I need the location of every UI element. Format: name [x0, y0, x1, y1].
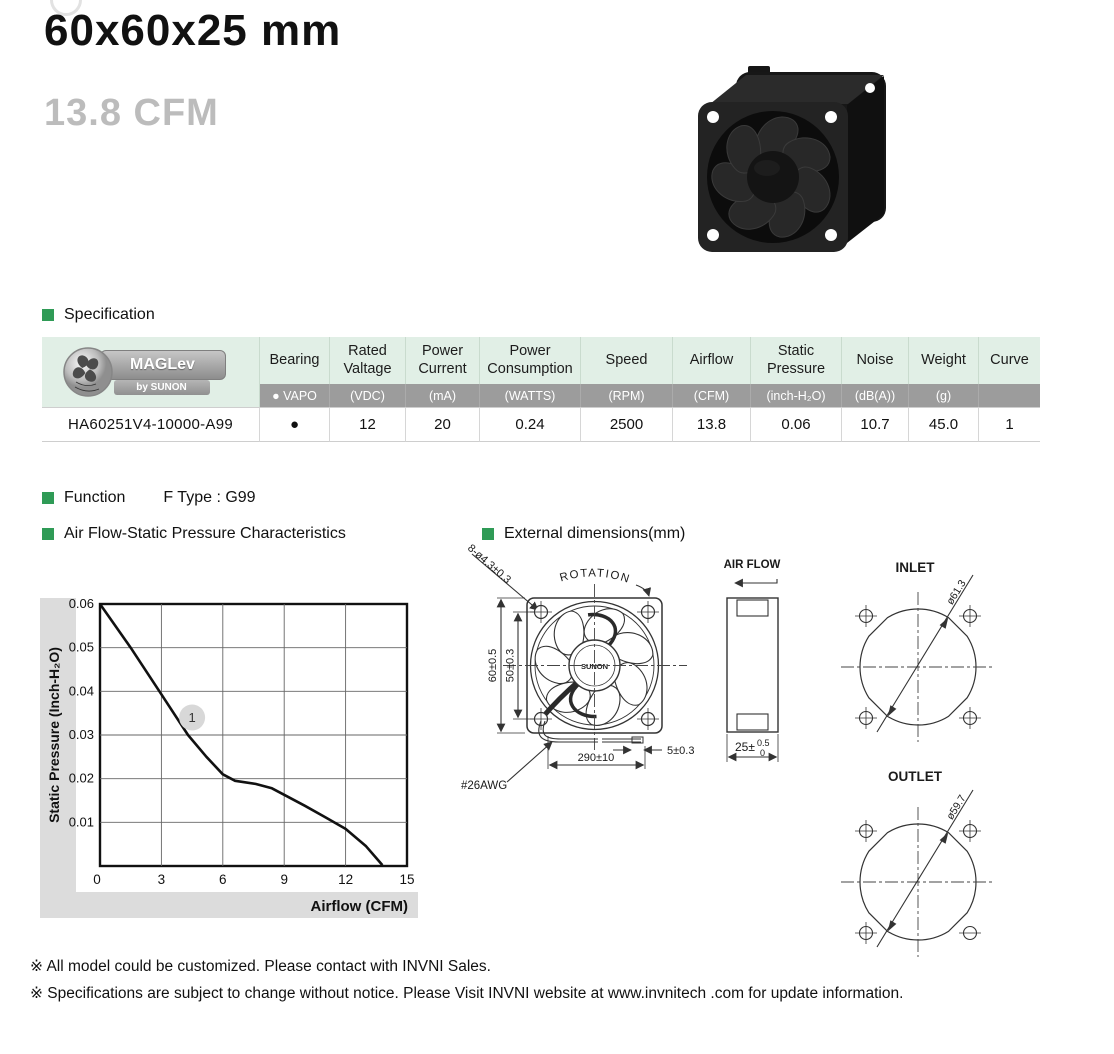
green-bullet-icon [42, 492, 54, 504]
maglev-brand: MAGLev [100, 350, 226, 380]
col-header-rated-voltage: Rated Valtage [330, 337, 406, 384]
col-header-speed: Speed [581, 337, 673, 384]
lead-tip-dim: 5±0.3 [667, 745, 695, 757]
unit-current: (mA) [406, 384, 480, 407]
chart-heading-label: Air Flow-Static Pressure Characteristics [64, 525, 346, 542]
footnote-customized: ※ All model could be customized. Please contact with INVNI Sales. [30, 958, 491, 975]
col-header-weight: Weight [909, 337, 979, 384]
dimensions-heading-label: External dimensions(mm) [504, 525, 686, 542]
unit-curve [979, 384, 1040, 407]
svg-text:3: 3 [157, 872, 166, 887]
y-axis-title: Static Pressure (Inch-H₂O) [46, 647, 62, 823]
col-header-bearing: Bearing [260, 337, 330, 384]
value-consumption: 0.24 [480, 407, 581, 442]
pq-chart [40, 593, 420, 925]
value-airflow: 13.8 [673, 407, 751, 442]
value-weight: 45.0 [909, 407, 979, 442]
value-bearing: ● [260, 407, 330, 442]
col-header-airflow: Airflow [673, 337, 751, 384]
maglev-logo-icon [62, 346, 114, 398]
svg-text:12: 12 [338, 872, 354, 887]
curve-number-badge [179, 705, 205, 731]
unit-airflow: (CFM) [673, 384, 751, 407]
table-data-row [42, 407, 1040, 442]
svg-text:0.01: 0.01 [68, 814, 94, 830]
green-bullet-icon [42, 528, 54, 540]
inlet-title: INLET [895, 560, 935, 575]
unit-speed: (RPM) [581, 384, 673, 407]
svg-text:1: 1 [188, 710, 196, 725]
col-header-static-pressure: Static Pressure [751, 337, 842, 384]
footnote-specs-change: ※ Specifications are subject to change without notice. Please Visit INVNI website at www.invnitech .com for update information. [30, 985, 904, 1002]
depth-tol-lower: 0 [760, 748, 766, 758]
table-header-row [42, 337, 1040, 384]
side-view [724, 559, 781, 762]
value-speed: 2500 [581, 407, 673, 442]
unit-consumption: (WATTS) [480, 384, 581, 407]
outlet-view [841, 769, 995, 957]
depth-dim: 25± [735, 740, 755, 754]
lead-length-dim: 290±10 [577, 752, 615, 764]
unit-weight: (g) [909, 384, 979, 407]
svg-text:9: 9 [280, 872, 288, 887]
unit-noise: (dB(A)) [842, 384, 909, 407]
green-bullet-icon [42, 309, 54, 321]
inlet-view [841, 560, 995, 742]
col-header-noise: Noise [842, 337, 909, 384]
frame-size-dim: 60±0.5 [487, 648, 499, 683]
svg-text:ROTATION [558, 567, 632, 585]
airflow-arrow-icon [735, 579, 777, 583]
function-heading [42, 489, 256, 507]
outlet-diameter-dim: ø59.7 [944, 792, 969, 822]
value-voltage: 12 [330, 407, 406, 442]
inlet-diameter-dim: ø61.3 [944, 577, 969, 607]
page-subtitle: 13.8 CFM [44, 92, 219, 134]
col-header-power-consumption: Power Consumption [480, 337, 581, 384]
value-noise: 10.7 [842, 407, 909, 442]
svg-text:0: 0 [93, 872, 101, 887]
value-static-pressure: 0.06 [751, 407, 842, 442]
outlet-title: OUTLET [888, 769, 942, 784]
maglev-logo-cell [42, 337, 260, 407]
svg-text:15: 15 [399, 872, 415, 887]
specification-heading [42, 306, 155, 324]
mounting-holes-label: 8-ø4.3±0.3 [465, 542, 513, 587]
function-heading-label: Function [64, 489, 126, 506]
dimension-drawings [455, 538, 1015, 963]
model-number: HA60251V4-10000-A99 [42, 407, 260, 442]
svg-text:6: 6 [219, 872, 227, 887]
page-title: 60x60x25 mm [44, 6, 342, 55]
chart-heading [42, 525, 346, 543]
x-axis-title: Airflow (CFM) [310, 898, 408, 915]
depth-tol-upper: 0.5 [757, 738, 770, 748]
unit-static-pressure: (inch-H₂O) [751, 384, 842, 407]
unit-bearing: ● VAPO [260, 384, 330, 407]
maglev-byline: by SUNON [114, 380, 210, 395]
x-tick-labels [93, 872, 414, 887]
wire-gauge-label: #26AWG [461, 780, 508, 792]
airflow-direction-label: AIR FLOW [723, 559, 781, 571]
front-view [461, 542, 694, 792]
svg-text:0.03: 0.03 [68, 727, 94, 742]
fan-product-image [692, 66, 897, 266]
svg-text:0.02: 0.02 [68, 770, 94, 786]
unit-voltage: (VDC) [330, 384, 406, 407]
rotation-label: ROTATION [558, 567, 632, 586]
svg-text:0.05: 0.05 [68, 639, 94, 655]
svg-text:0.06: 0.06 [68, 596, 94, 611]
specification-heading-label: Specification [64, 306, 155, 323]
value-current: 20 [406, 407, 480, 442]
footnotes [30, 953, 903, 1007]
hub-brand-label: SUNON [580, 662, 609, 671]
svg-text:0.04: 0.04 [68, 683, 94, 699]
col-header-power-current: Power Current [406, 337, 480, 384]
col-header-curve: Curve [979, 337, 1040, 384]
value-curve: 1 [979, 407, 1040, 442]
hole-pitch-dim: 50±0.3 [504, 648, 517, 683]
specification-table [42, 337, 1040, 442]
function-value: F Type : G99 [163, 489, 256, 506]
